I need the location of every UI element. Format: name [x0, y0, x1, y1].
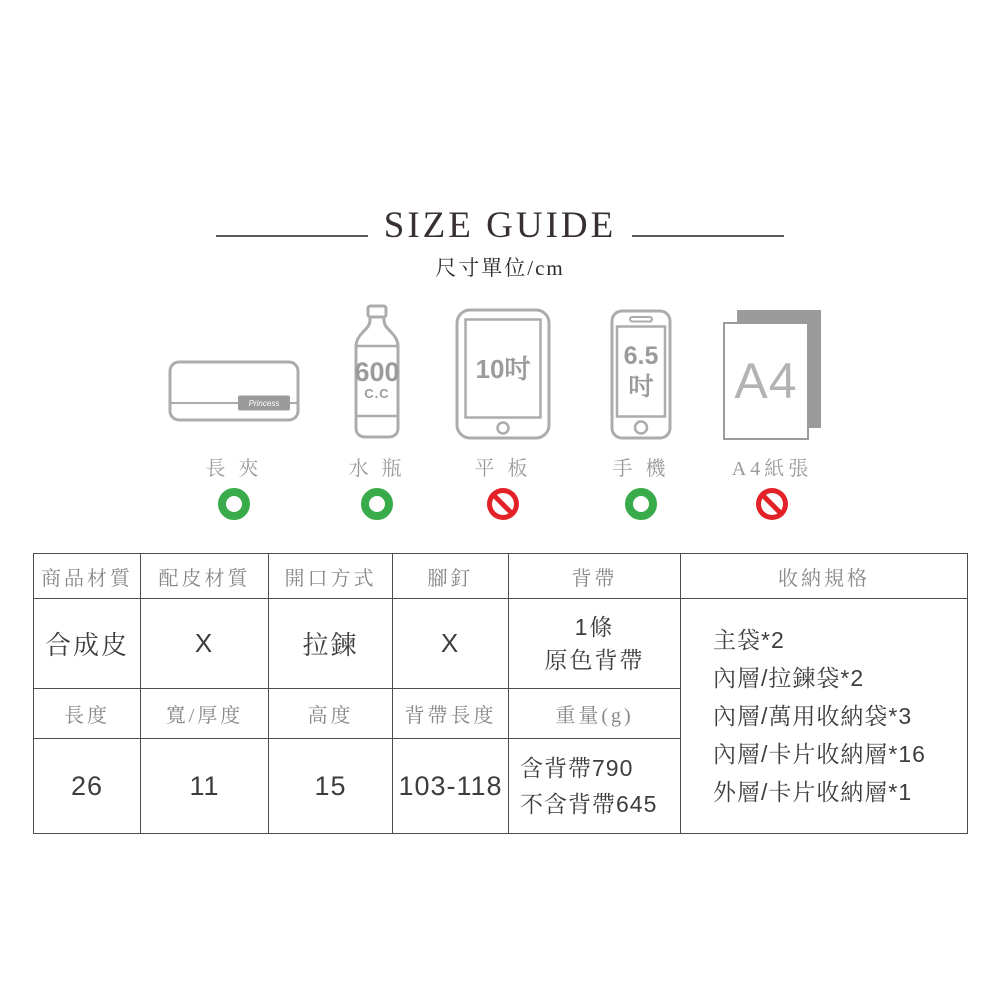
table-data-row-1	[34, 599, 968, 689]
allowed-circle-icon	[625, 488, 657, 520]
phone-size-label: 6.5	[623, 342, 659, 370]
bottle-capacity-label: 600	[354, 357, 400, 387]
wallet-logo-label: Princess	[248, 399, 280, 408]
cell-strap-length: 103-118	[393, 739, 509, 834]
header-weight: 重量(g)	[509, 689, 681, 739]
a4-paper-icon	[723, 310, 821, 440]
title-row	[0, 206, 1000, 247]
cell-length: 26	[34, 739, 141, 834]
header-storage-spec: 收納規格	[681, 554, 968, 599]
allowed-circle-icon	[218, 488, 250, 520]
a4-size-label: A4	[734, 353, 798, 409]
cell-strap: 1條 原色背帶	[509, 599, 681, 689]
header-feet-studs: 腳釘	[393, 554, 509, 599]
phone-icon	[610, 309, 672, 440]
prohibited-icon	[756, 488, 788, 520]
cell-product-material: 合成皮	[34, 599, 141, 689]
icon-label-phone: 手 機	[612, 458, 670, 480]
header-opening-type: 開口方式	[269, 554, 393, 599]
cell-width-thickness: 11	[141, 739, 269, 834]
capacity-icons-row	[0, 300, 1000, 550]
cell-leather-trim: X	[141, 599, 269, 689]
cell-height: 15	[269, 739, 393, 834]
a4-front-sheet	[723, 322, 809, 440]
cell-weight: 含背帶790 不含背帶645	[509, 739, 681, 834]
header-length: 長度	[34, 689, 141, 739]
bottle-capacity-unit-label: C.C	[364, 386, 390, 401]
icon-group-a4-paper	[702, 300, 842, 520]
header-width-thickness: 寬/厚度	[141, 689, 269, 739]
icon-group-water-bottle	[307, 300, 447, 520]
water-bottle-icon	[349, 304, 405, 440]
icon-label-wallet: 長 夾	[205, 458, 263, 480]
cell-feet-studs: X	[393, 599, 509, 689]
icon-label-tablet: 平 板	[474, 458, 532, 480]
cell-storage-spec: 主袋*2 內層/拉鍊袋*2 內層/萬用收納袋*3 內層/卡片收納層*16 外層/卡片收納層*1	[681, 599, 968, 834]
header-height: 高度	[269, 689, 393, 739]
size-unit-subtitle: 尺寸單位/cm	[435, 255, 565, 280]
header-leather-trim: 配皮材質	[141, 554, 269, 599]
long-wallet-icon	[168, 360, 300, 422]
icon-label-bottle: 水 瓶	[348, 458, 406, 480]
icon-group-tablet	[433, 300, 573, 520]
table-header-row-1	[34, 554, 968, 599]
page-title: SIZE GUIDE	[383, 205, 617, 246]
tablet-size-label: 10吋	[475, 354, 531, 384]
header-strap-length: 背帶長度	[393, 689, 509, 739]
icon-label-a4: A4紙張	[731, 458, 813, 480]
title-rule-right	[632, 235, 784, 237]
header	[0, 206, 1000, 282]
prohibited-icon	[487, 488, 519, 520]
tablet-icon	[455, 308, 551, 440]
title-rule-left	[216, 235, 368, 237]
cell-opening-type: 拉鍊	[269, 599, 393, 689]
icon-group-long-wallet	[164, 300, 304, 520]
header-product-material: 商品材質	[34, 554, 141, 599]
header-strap: 背帶	[509, 554, 681, 599]
phone-size-unit-label: 吋	[628, 373, 654, 401]
icon-group-phone	[571, 300, 711, 520]
spec-table	[33, 553, 968, 834]
allowed-circle-icon	[361, 488, 393, 520]
